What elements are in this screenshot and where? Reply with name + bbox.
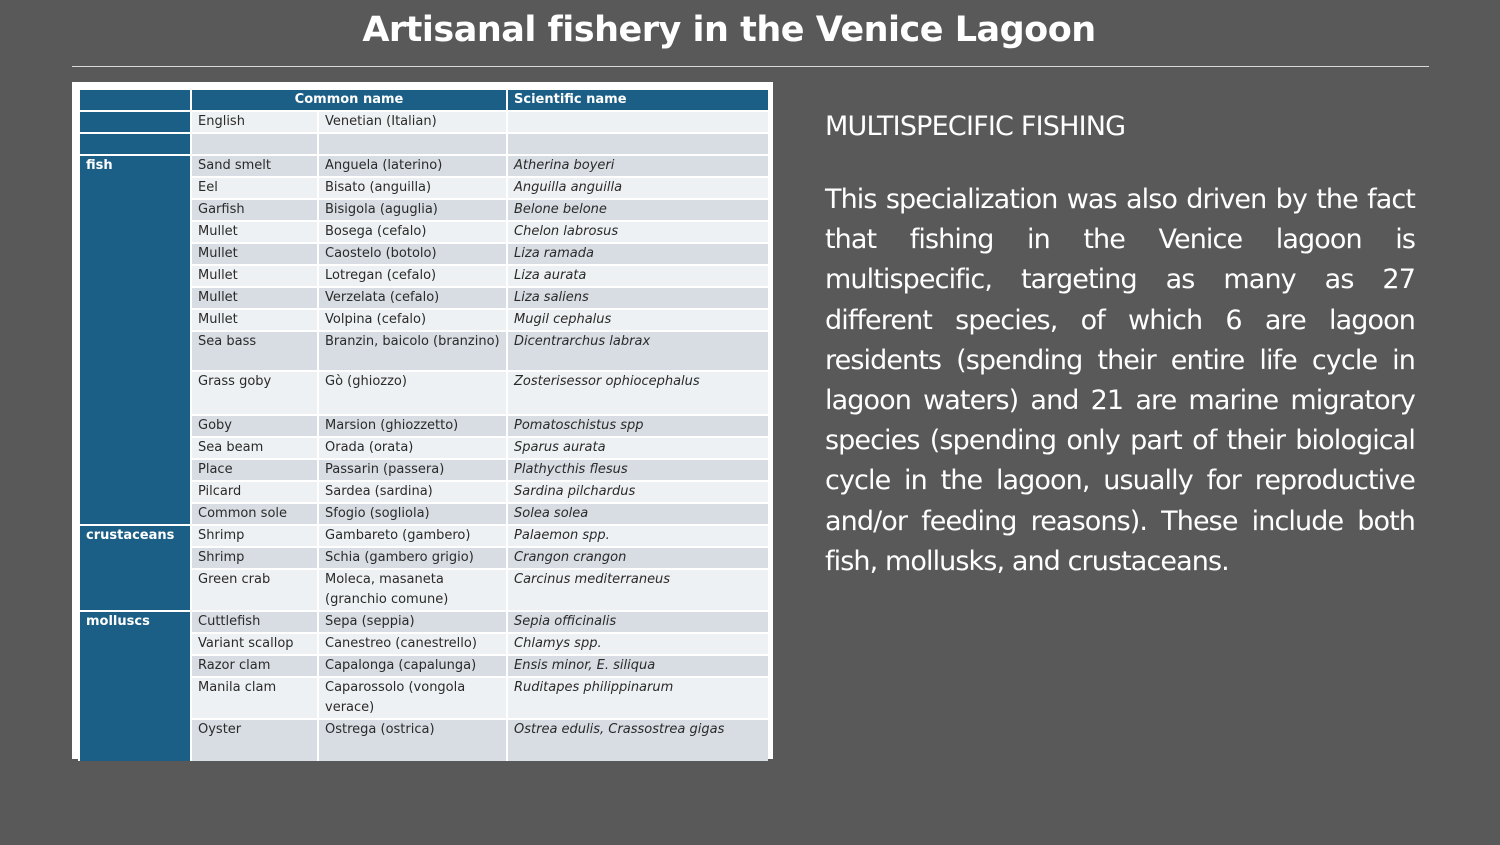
venetian-name-cell: Marsion (ghiozzetto) (318, 415, 507, 437)
venetian-name-cell: Moleca, masaneta (granchio comune) (318, 569, 507, 611)
venetian-name-cell: Branzin, baicolo (branzino) (318, 331, 507, 371)
subheader-venetian: Venetian (Italian) (318, 111, 507, 133)
scientific-name-cell: Sparus aurata (507, 437, 768, 459)
group-label-fish: fish (79, 155, 191, 525)
spacer-group-blank (79, 133, 191, 155)
venetian-name-cell: Gò (ghiozzo) (318, 371, 507, 415)
species-table-image (72, 82, 773, 759)
english-name-cell: Grass goby (191, 371, 318, 415)
table-row (79, 611, 768, 633)
header-group-blank (79, 89, 191, 111)
spacer-cell (318, 133, 507, 155)
scientific-name-cell: Solea solea (507, 503, 768, 525)
venetian-name-cell: Bisigola (agugliа) (318, 199, 507, 221)
scientific-name-cell: Chlamys spp. (507, 633, 768, 655)
venetian-name-cell: Orada (orata) (318, 437, 507, 459)
english-name-cell: Goby (191, 415, 318, 437)
english-name-cell: Sand smelt (191, 155, 318, 177)
header-common-name: Common name (191, 89, 507, 111)
english-name-cell: Shrimp (191, 547, 318, 569)
scientific-name-cell: Pomatoschistus spp (507, 415, 768, 437)
scientific-name-cell: Carcinus mediterraneus (507, 569, 768, 611)
scientific-name-cell: Crangon crangon (507, 547, 768, 569)
spacer-cell (191, 133, 318, 155)
panel-heading: MULTISPECIFIC FISHING (825, 111, 1126, 142)
venetian-name-cell: Sfogio (sogliola) (318, 503, 507, 525)
english-name-cell: Shrimp (191, 525, 318, 547)
spacer-cell (507, 133, 768, 155)
venetian-name-cell: Capalonga (capalunga) (318, 655, 507, 677)
english-name-cell: Oyster (191, 719, 318, 761)
venetian-name-cell: Passarin (passera) (318, 459, 507, 481)
scientific-name-cell: Mugil cephalus (507, 309, 768, 331)
scientific-name-cell: Plathycthis flesus (507, 459, 768, 481)
scientific-name-cell: Sardina pilchardus (507, 481, 768, 503)
table-row (79, 155, 768, 177)
english-name-cell: Common sole (191, 503, 318, 525)
scientific-name-cell: Chelon labrosus (507, 221, 768, 243)
english-name-cell: Mullet (191, 265, 318, 287)
venetian-name-cell: Caostelo (botolo) (318, 243, 507, 265)
venetian-name-cell: Verzelata (cefalo) (318, 287, 507, 309)
subheader-row (79, 111, 768, 133)
venetian-name-cell: Volpina (cefalo) (318, 309, 507, 331)
english-name-cell: Mullet (191, 243, 318, 265)
subheader-group-blank (79, 111, 191, 133)
subheader-english: English (191, 111, 318, 133)
title-divider (72, 66, 1429, 67)
group-label-crustaceans: crustaceans (79, 525, 191, 611)
scientific-name-cell: Atherina boyeri (507, 155, 768, 177)
venetian-name-cell: Caparossolo (vongola verace) (318, 677, 507, 719)
venetian-name-cell: Anguela (laterino) (318, 155, 507, 177)
english-name-cell: Razor clam (191, 655, 318, 677)
panel-body: This specialization was also driven by the fact that fishing in the Venice lagoon is multispecific, targeting as many as 27 different species, of which 6 are lagoon residents (spending their entire life cycle in lagoon waters) and 21 are marine migratory species (spending only part of their biological cycle in the lagoon, usually for reproductive and/or feeding reasons). These include both fish, mollusks, and crustaceans. (825, 184, 1415, 577)
english-name-cell: Green crab (191, 569, 318, 611)
scientific-name-cell: Liza ramada (507, 243, 768, 265)
venetian-name-cell: Schia (gambero grigio) (318, 547, 507, 569)
species-table-body (79, 111, 768, 761)
venetian-name-cell: Bosega (cefalo) (318, 221, 507, 243)
english-name-cell: Manila clam (191, 677, 318, 719)
slide-title: Artisanal fishery in the Venice Lagoon (362, 10, 1096, 50)
scientific-name-cell: Ruditapes philippinarum (507, 677, 768, 719)
english-name-cell: Eel (191, 177, 318, 199)
scientific-name-cell: Anguilla anguilla (507, 177, 768, 199)
scientific-name-cell: Palaemon spp. (507, 525, 768, 547)
scientific-name-cell: Sepia officinalis (507, 611, 768, 633)
scientific-name-cell: Liza aurata (507, 265, 768, 287)
venetian-name-cell: Bisato (anguilla) (318, 177, 507, 199)
text-panel (825, 108, 1415, 582)
header-scientific-name: Scientific name (507, 89, 768, 111)
table-row (79, 525, 768, 547)
scientific-name-cell: Liza saliens (507, 287, 768, 309)
scientific-name-cell: Ostrea edulis, Crassostrea gigas (507, 719, 768, 761)
english-name-cell: Sea beam (191, 437, 318, 459)
species-table (78, 88, 768, 761)
english-name-cell: Cuttlefish (191, 611, 318, 633)
english-name-cell: Mullet (191, 309, 318, 331)
english-name-cell: Mullet (191, 221, 318, 243)
venetian-name-cell: Lotregan (cefalo) (318, 265, 507, 287)
english-name-cell: Variant scallop (191, 633, 318, 655)
spacer-row (79, 133, 768, 155)
venetian-name-cell: Canestreo (canestrello) (318, 633, 507, 655)
english-name-cell: Garfish (191, 199, 318, 221)
english-name-cell: Mullet (191, 287, 318, 309)
venetian-name-cell: Sepa (seppia) (318, 611, 507, 633)
venetian-name-cell: Sardea (sardina) (318, 481, 507, 503)
english-name-cell: Pilcard (191, 481, 318, 503)
venetian-name-cell: Gambareto (gambero) (318, 525, 507, 547)
subheader-scientific-blank (507, 111, 768, 133)
scientific-name-cell: Ensis minor, E. siliqua (507, 655, 768, 677)
venetian-name-cell: Ostrega (ostrica) (318, 719, 507, 761)
scientific-name-cell: Belone belone (507, 199, 768, 221)
group-label-molluscs: molluscs (79, 611, 191, 761)
scientific-name-cell: Dicentrarchus labrax (507, 331, 768, 371)
english-name-cell: Place (191, 459, 318, 481)
english-name-cell: Sea bass (191, 331, 318, 371)
scientific-name-cell: Zosterisessor ophiocephalus (507, 371, 768, 415)
